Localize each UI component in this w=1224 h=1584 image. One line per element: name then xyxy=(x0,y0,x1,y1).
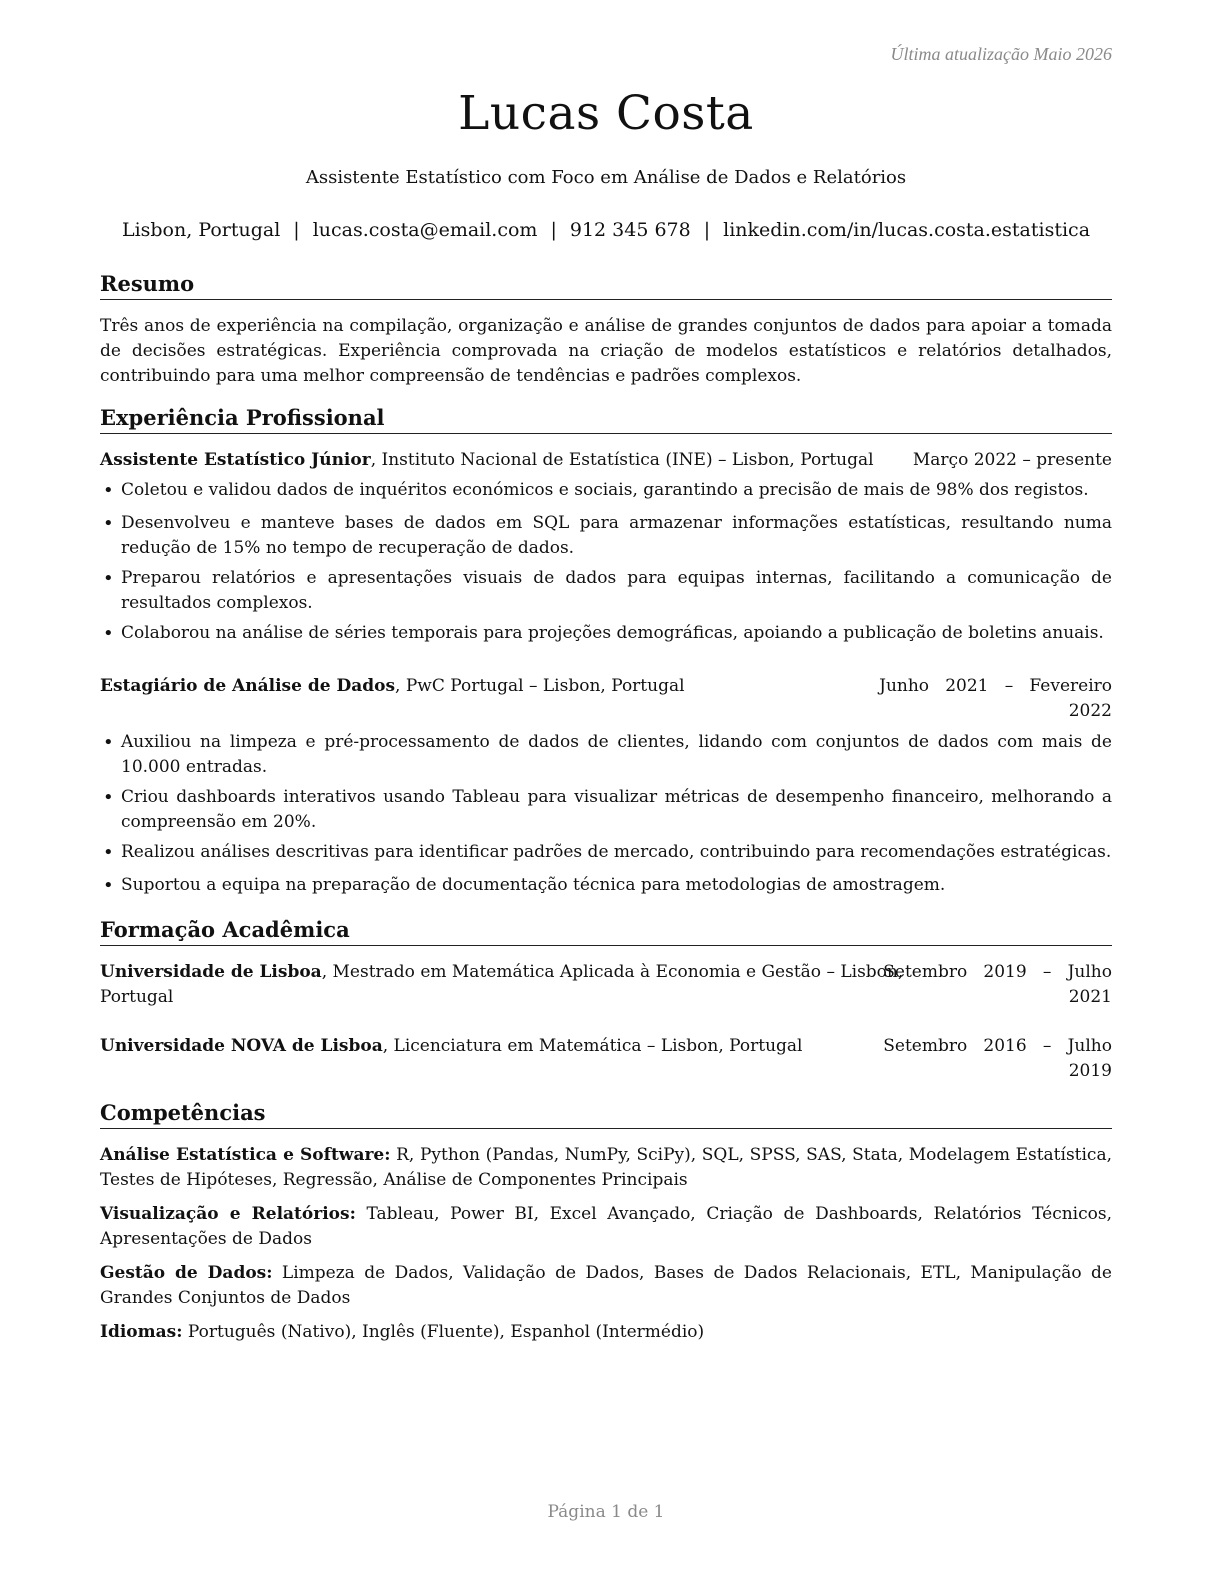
job-details: , PwC Portugal – Lisbon, Portugal xyxy=(395,676,685,696)
job-bullet: • Desenvolveu e manteve bases de dados em SQL para armazenar informações estatísticas, resultando numa redução de 15% no tempo de recuperação de dados. xyxy=(100,511,1112,561)
job-bullet: • Realizou análises descritivas para identificar padrões de mercado, contribuindo para recomendações estratégicas. xyxy=(100,840,1112,865)
contact-phone: 912 345 678 xyxy=(569,219,691,241)
education-dates-line2: 2019 xyxy=(1068,1061,1112,1081)
education-details: , Licenciatura em Matemática – Lisbon, Portugal xyxy=(382,1036,803,1056)
skill-label: Visualização e Relatórios: xyxy=(100,1204,356,1224)
section-title-skills: Competências xyxy=(100,1100,1112,1129)
skill-label: Gestão de Dados: xyxy=(100,1263,273,1283)
contact-separator: | xyxy=(293,219,300,241)
job-header xyxy=(100,674,1112,724)
education-school: Universidade de Lisboa xyxy=(100,962,322,982)
last-updated-note: Última atualização Maio 2026 xyxy=(890,44,1112,64)
job-bullet: • Coletou e validou dados de inquéritos económicos e sociais, garantindo a precisão de mais de 98% dos registos. xyxy=(100,478,1112,503)
job-details: , Instituto Nacional de Estatística (INE) – Lisbon, Portugal xyxy=(370,450,874,470)
skill-row xyxy=(100,1320,1112,1345)
education-details: , Mestrado em Matemática Aplicada à Economia e Gestão – Lisbon, xyxy=(321,962,904,982)
skill-text: Tableau, Power BI, Excel Avançado, Criação de Dashboards, Relatórios Técnicos, Apresentações de Dados xyxy=(100,1204,1112,1249)
skill-row xyxy=(100,1143,1112,1193)
job-bullet: • Preparou relatórios e apresentações visuais de dados para equipas internas, facilitando a comunicação de resultados complexos. xyxy=(100,566,1112,616)
education-dates xyxy=(883,960,1112,1010)
skill-text: R, Python (Pandas, NumPy, SciPy), SQL, SPSS, SAS, Stata, Modelagem Estatística, Testes de Hipóteses, Regressão, Análise de Componentes Principais xyxy=(100,1145,1112,1190)
job-dates-line2: 2022 xyxy=(1068,701,1112,721)
contact-separator: | xyxy=(703,219,711,241)
education-dates xyxy=(883,1034,1112,1084)
skill-row xyxy=(100,1202,1112,1252)
skill-text: Português (Nativo), Inglês (Fluente), Espanhol (Intermédio) xyxy=(182,1322,705,1342)
skill-label: Idiomas: xyxy=(100,1322,183,1342)
section-title-education: Formação Acadêmica xyxy=(100,917,1112,946)
contact-linkedin[interactable]: linkedin.com/in/lucas.costa.estatistica xyxy=(723,219,1091,241)
skills-list xyxy=(100,1143,1112,1354)
job-role: Estagiário de Análise de Dados xyxy=(100,676,396,696)
education-school: Universidade NOVA de Lisboa xyxy=(100,1036,383,1056)
education-entry xyxy=(100,960,1112,1010)
section-title-summary: Resumo xyxy=(100,271,1112,300)
job-bullet: • Criou dashboards interativos usando Tableau para visualizar métricas de desempenho financeiro, melhorando a compreensão em 20%. xyxy=(100,785,1112,835)
page-number: Página 1 de 1 xyxy=(547,1502,665,1522)
candidate-name: Lucas Costa xyxy=(458,86,754,141)
contact-separator: | xyxy=(550,219,557,241)
job-bullet: • Auxiliou na limpeza e pré-processamento de dados de clientes, lidando com conjuntos de dados com mais de 10.000 entradas. xyxy=(100,730,1112,780)
contact-location: Lisbon, Portugal xyxy=(121,219,281,241)
job-role: Assistente Estatístico Júnior xyxy=(100,450,371,470)
education-entry xyxy=(100,1034,1112,1084)
job-bullets xyxy=(100,730,1112,898)
skill-label: Análise Estatística e Software: xyxy=(100,1145,391,1165)
job-bullet: • Suportou a equipa na preparação de documentação técnica para metodologias de amostragem. xyxy=(100,873,1112,898)
contact-email[interactable]: lucas.costa@email.com xyxy=(312,219,538,241)
candidate-headline: Assistente Estatístico com Foco em Análise de Dados e Relatórios xyxy=(305,167,907,188)
section-title-experience: Experiência Profissional xyxy=(100,405,1112,434)
education-details-cont: Portugal xyxy=(100,987,174,1007)
skill-row xyxy=(100,1261,1112,1311)
job-bullet: • Colaborou na análise de séries temporais para projeções demográficas, apoiando a publicação de boletins anuais. xyxy=(100,621,1112,646)
education-dates-line1: Setembro 2019 – Julho xyxy=(883,962,1112,982)
job-dates: Março 2022 – presente xyxy=(912,450,1112,470)
job-title-line xyxy=(100,674,685,699)
contact-line xyxy=(100,219,1112,241)
education-dates-line2: 2021 xyxy=(1068,987,1112,1007)
resume-page xyxy=(100,0,1112,1584)
job-dates-line1: Junho 2021 – Fevereiro xyxy=(879,676,1112,696)
education-dates-line1: Setembro 2016 – Julho xyxy=(883,1036,1112,1056)
summary-text: Três anos de experiência na compilação, organização e análise de grandes conjuntos de dados para apoiar a tomada de decisões estratégicas. Experiência comprovada na criação de modelos estatísticos e relatórios detalhados, contribuindo para uma melhor compreensão de tendências e padrões complexos. xyxy=(100,316,1112,386)
skill-text: Limpeza de Dados, Validação de Dados, Bases de Dados Relacionais, ETL, Manipulação de Grandes Conjuntos de Dados xyxy=(100,1263,1112,1308)
job-dates xyxy=(879,674,1112,724)
job-header xyxy=(100,448,1112,473)
job-bullets xyxy=(100,478,1112,646)
education-title-line xyxy=(100,1034,803,1059)
job-title-line xyxy=(100,448,874,473)
education-title-line xyxy=(100,960,903,1010)
